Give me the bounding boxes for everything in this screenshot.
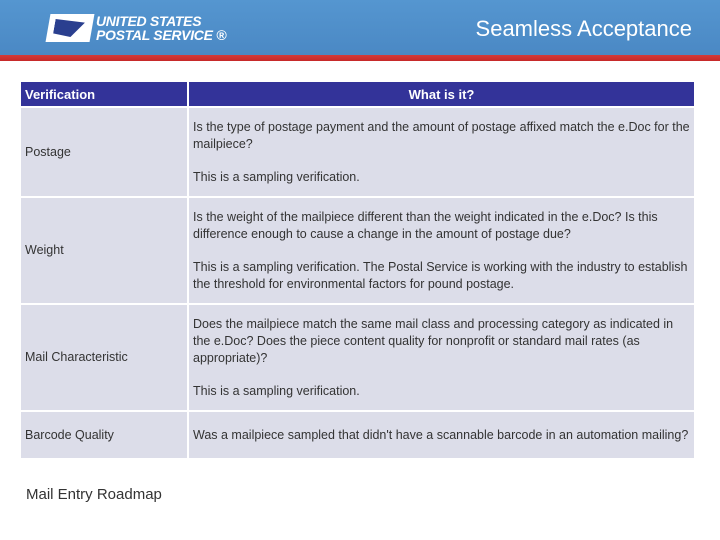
- verification-cell: Mail Characteristic: [21, 305, 187, 410]
- eagle-icon: [46, 14, 95, 42]
- description-text: Does the mailpiece match the same mail class and processing category as indicated in the e.Doc? Does the piece content quality for nonprofit or standard mail rates (as appropriate)?: [193, 316, 674, 365]
- table-row: [21, 198, 694, 303]
- page-title: Seamless Acceptance: [475, 16, 692, 41]
- verification-cell: Weight: [21, 198, 187, 303]
- description-text: This is a sampling verification.: [193, 169, 360, 184]
- description-text: Is the type of postage payment and the amount of postage affixed match the e.Doc for the mailpiece?: [193, 119, 690, 151]
- logo-line2: POSTAL SERVICE ®: [96, 27, 227, 43]
- logo-line1: UNITED STATES: [96, 13, 202, 29]
- column-header-what-is-it: What is it?: [189, 82, 694, 106]
- table-row: [21, 412, 694, 458]
- description-cell: [189, 412, 694, 458]
- description-cell: [189, 108, 694, 196]
- description-cell: [189, 198, 694, 303]
- usps-logo: [48, 14, 226, 42]
- description-text: Was a mailpiece sampled that didn't have a scannable barcode in an automation mailing?: [193, 427, 689, 442]
- verification-cell: Barcode Quality: [21, 412, 187, 458]
- verification-cell: Postage: [21, 108, 187, 196]
- header-stripe: [0, 55, 720, 61]
- footer-label: Mail Entry Roadmap: [26, 486, 162, 503]
- table-row: [21, 305, 694, 410]
- description-text: Is the weight of the mailpiece different than the weight indicated in the e.Doc? Is this difference enough to cause a change in the amount of postage due?: [193, 209, 658, 241]
- verification-table: [19, 80, 696, 460]
- table-row: [21, 108, 694, 196]
- description-text: This is a sampling verification.: [193, 383, 360, 398]
- column-header-verification: Verification: [21, 82, 187, 106]
- description-cell: [189, 305, 694, 410]
- description-text: This is a sampling verification. The Postal Service is working with the industry to establish the threshold for environmental factors for pound postage.: [193, 259, 688, 291]
